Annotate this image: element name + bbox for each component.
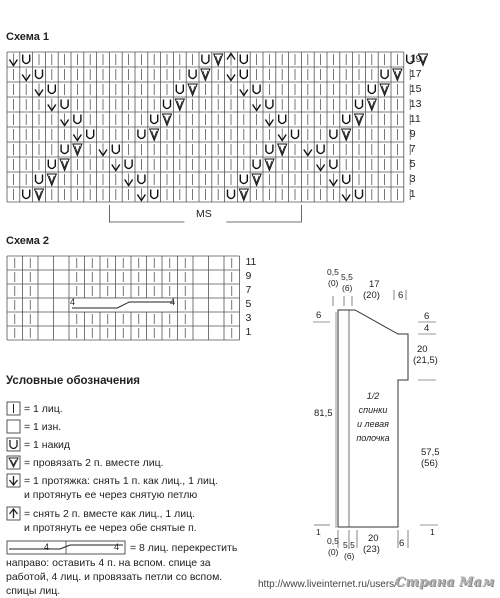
scheme1-row-number: 11 bbox=[409, 113, 421, 125]
legend-cable-4: спицы лиц. bbox=[6, 585, 61, 597]
watermark-url: http://www.liveinternet.ru/users/ bbox=[258, 579, 397, 590]
legend-k2tog: = провязать 2 п. вместе лиц. bbox=[24, 457, 164, 469]
piece-label-2: спинки bbox=[358, 405, 388, 415]
scheme1-row-number: 9 bbox=[409, 128, 416, 140]
scheme2-row-number: 7 bbox=[245, 284, 252, 296]
armhole-dim-alt: (21,5) bbox=[413, 355, 438, 366]
scheme2-row-number: 1 bbox=[245, 326, 252, 338]
armhole-dim: 20 bbox=[417, 344, 428, 355]
scheme2-row-number: 9 bbox=[245, 270, 252, 282]
side-length-dim-alt: (56) bbox=[421, 458, 438, 469]
bottom-l1-dim: 0,5 bbox=[327, 536, 339, 546]
scheme1-row-number: 19 bbox=[409, 53, 422, 65]
legend-title: Условные обозначения bbox=[6, 375, 141, 387]
legend-sk2p-2: и протянуть ее через обе снятые п. bbox=[24, 522, 197, 534]
top-width-alt: (20) bbox=[363, 290, 380, 301]
scheme2-title: Схема 2 bbox=[6, 235, 50, 247]
watermark-logo: Страна Мам bbox=[395, 575, 495, 590]
top-width: 17 bbox=[369, 279, 380, 290]
top-right-dim: 6 bbox=[398, 290, 404, 301]
bottom-left-dim: 1 bbox=[316, 527, 321, 537]
top-mid-dim-alt: (6) bbox=[342, 283, 353, 293]
scheme2-row-number: 3 bbox=[245, 312, 252, 324]
scheme2-row-number: 11 bbox=[245, 256, 257, 268]
legend-purl: = 1 изн. bbox=[24, 421, 62, 433]
cable-left-count: 4 bbox=[44, 542, 50, 552]
bottom-l2-dim: (0) bbox=[328, 547, 339, 557]
legend-ssk-1: = 1 протяжка: снять 1 п. как лиц., 1 лиц. bbox=[24, 475, 218, 487]
scheme2-cross-left: 4 bbox=[70, 297, 76, 307]
piece-label-1: 1/2 bbox=[366, 391, 380, 401]
top-mid-dim: 5,5 bbox=[341, 272, 353, 282]
scheme2-row-number: 5 bbox=[245, 298, 252, 310]
right-6-dim: 6 bbox=[424, 311, 430, 322]
scheme1-row-number: 1 bbox=[409, 188, 416, 200]
right-4-dim: 4 bbox=[424, 323, 430, 334]
legend-cable-1: = 8 лиц. перекрестить bbox=[130, 542, 238, 554]
scheme1-repeat-label: MS bbox=[196, 208, 212, 220]
piece-label-3: и левая bbox=[357, 419, 389, 429]
cable-right-count: 4 bbox=[114, 542, 120, 552]
scheme2-cross-right: 4 bbox=[170, 297, 176, 307]
bottom-width: 20 bbox=[368, 533, 379, 544]
scheme1-row-number: 3 bbox=[409, 173, 416, 185]
scheme1-row-number: 15 bbox=[409, 83, 422, 95]
top-left-dim: 0,5 bbox=[327, 267, 339, 277]
legend-sk2p-1: = снять 2 п. вместе как лиц., 1 лиц. bbox=[24, 508, 196, 520]
scheme1-title: Схема 1 bbox=[6, 31, 50, 43]
side-length-dim: 57,5 bbox=[421, 447, 440, 458]
bottom-right-dim: 1 bbox=[430, 527, 435, 537]
left-top-dim: 6 bbox=[316, 310, 322, 321]
bottom-m1-dim: 5,5 bbox=[343, 540, 355, 550]
top-left-dim-alt: (0) bbox=[328, 278, 339, 288]
scheme1-row-number: 5 bbox=[409, 158, 416, 170]
piece-label-4: полочка bbox=[356, 433, 390, 443]
bottom-width-alt: (23) bbox=[363, 544, 380, 555]
bottom-m2-dim: (6) bbox=[344, 551, 355, 561]
scheme1-row-number: 17 bbox=[409, 68, 422, 80]
scheme1-row-number: 13 bbox=[409, 98, 422, 110]
legend-yarn-over: = 1 накид bbox=[24, 439, 71, 451]
legend-cable-2: направо: оставить 4 п. на вспом. спице за bbox=[6, 557, 211, 569]
legend-cable-3: работой, 4 лиц. и провязать петли со вспом. bbox=[6, 571, 223, 583]
scheme1-row-number: 7 bbox=[409, 143, 416, 155]
legend-ssk-2: и протянуть ее через снятую петлю bbox=[24, 489, 198, 501]
bottom-right-small-dim: 6 bbox=[399, 538, 405, 549]
legend-knit: = 1 лиц. bbox=[24, 403, 63, 415]
length-dim: 81,5 bbox=[314, 408, 333, 419]
